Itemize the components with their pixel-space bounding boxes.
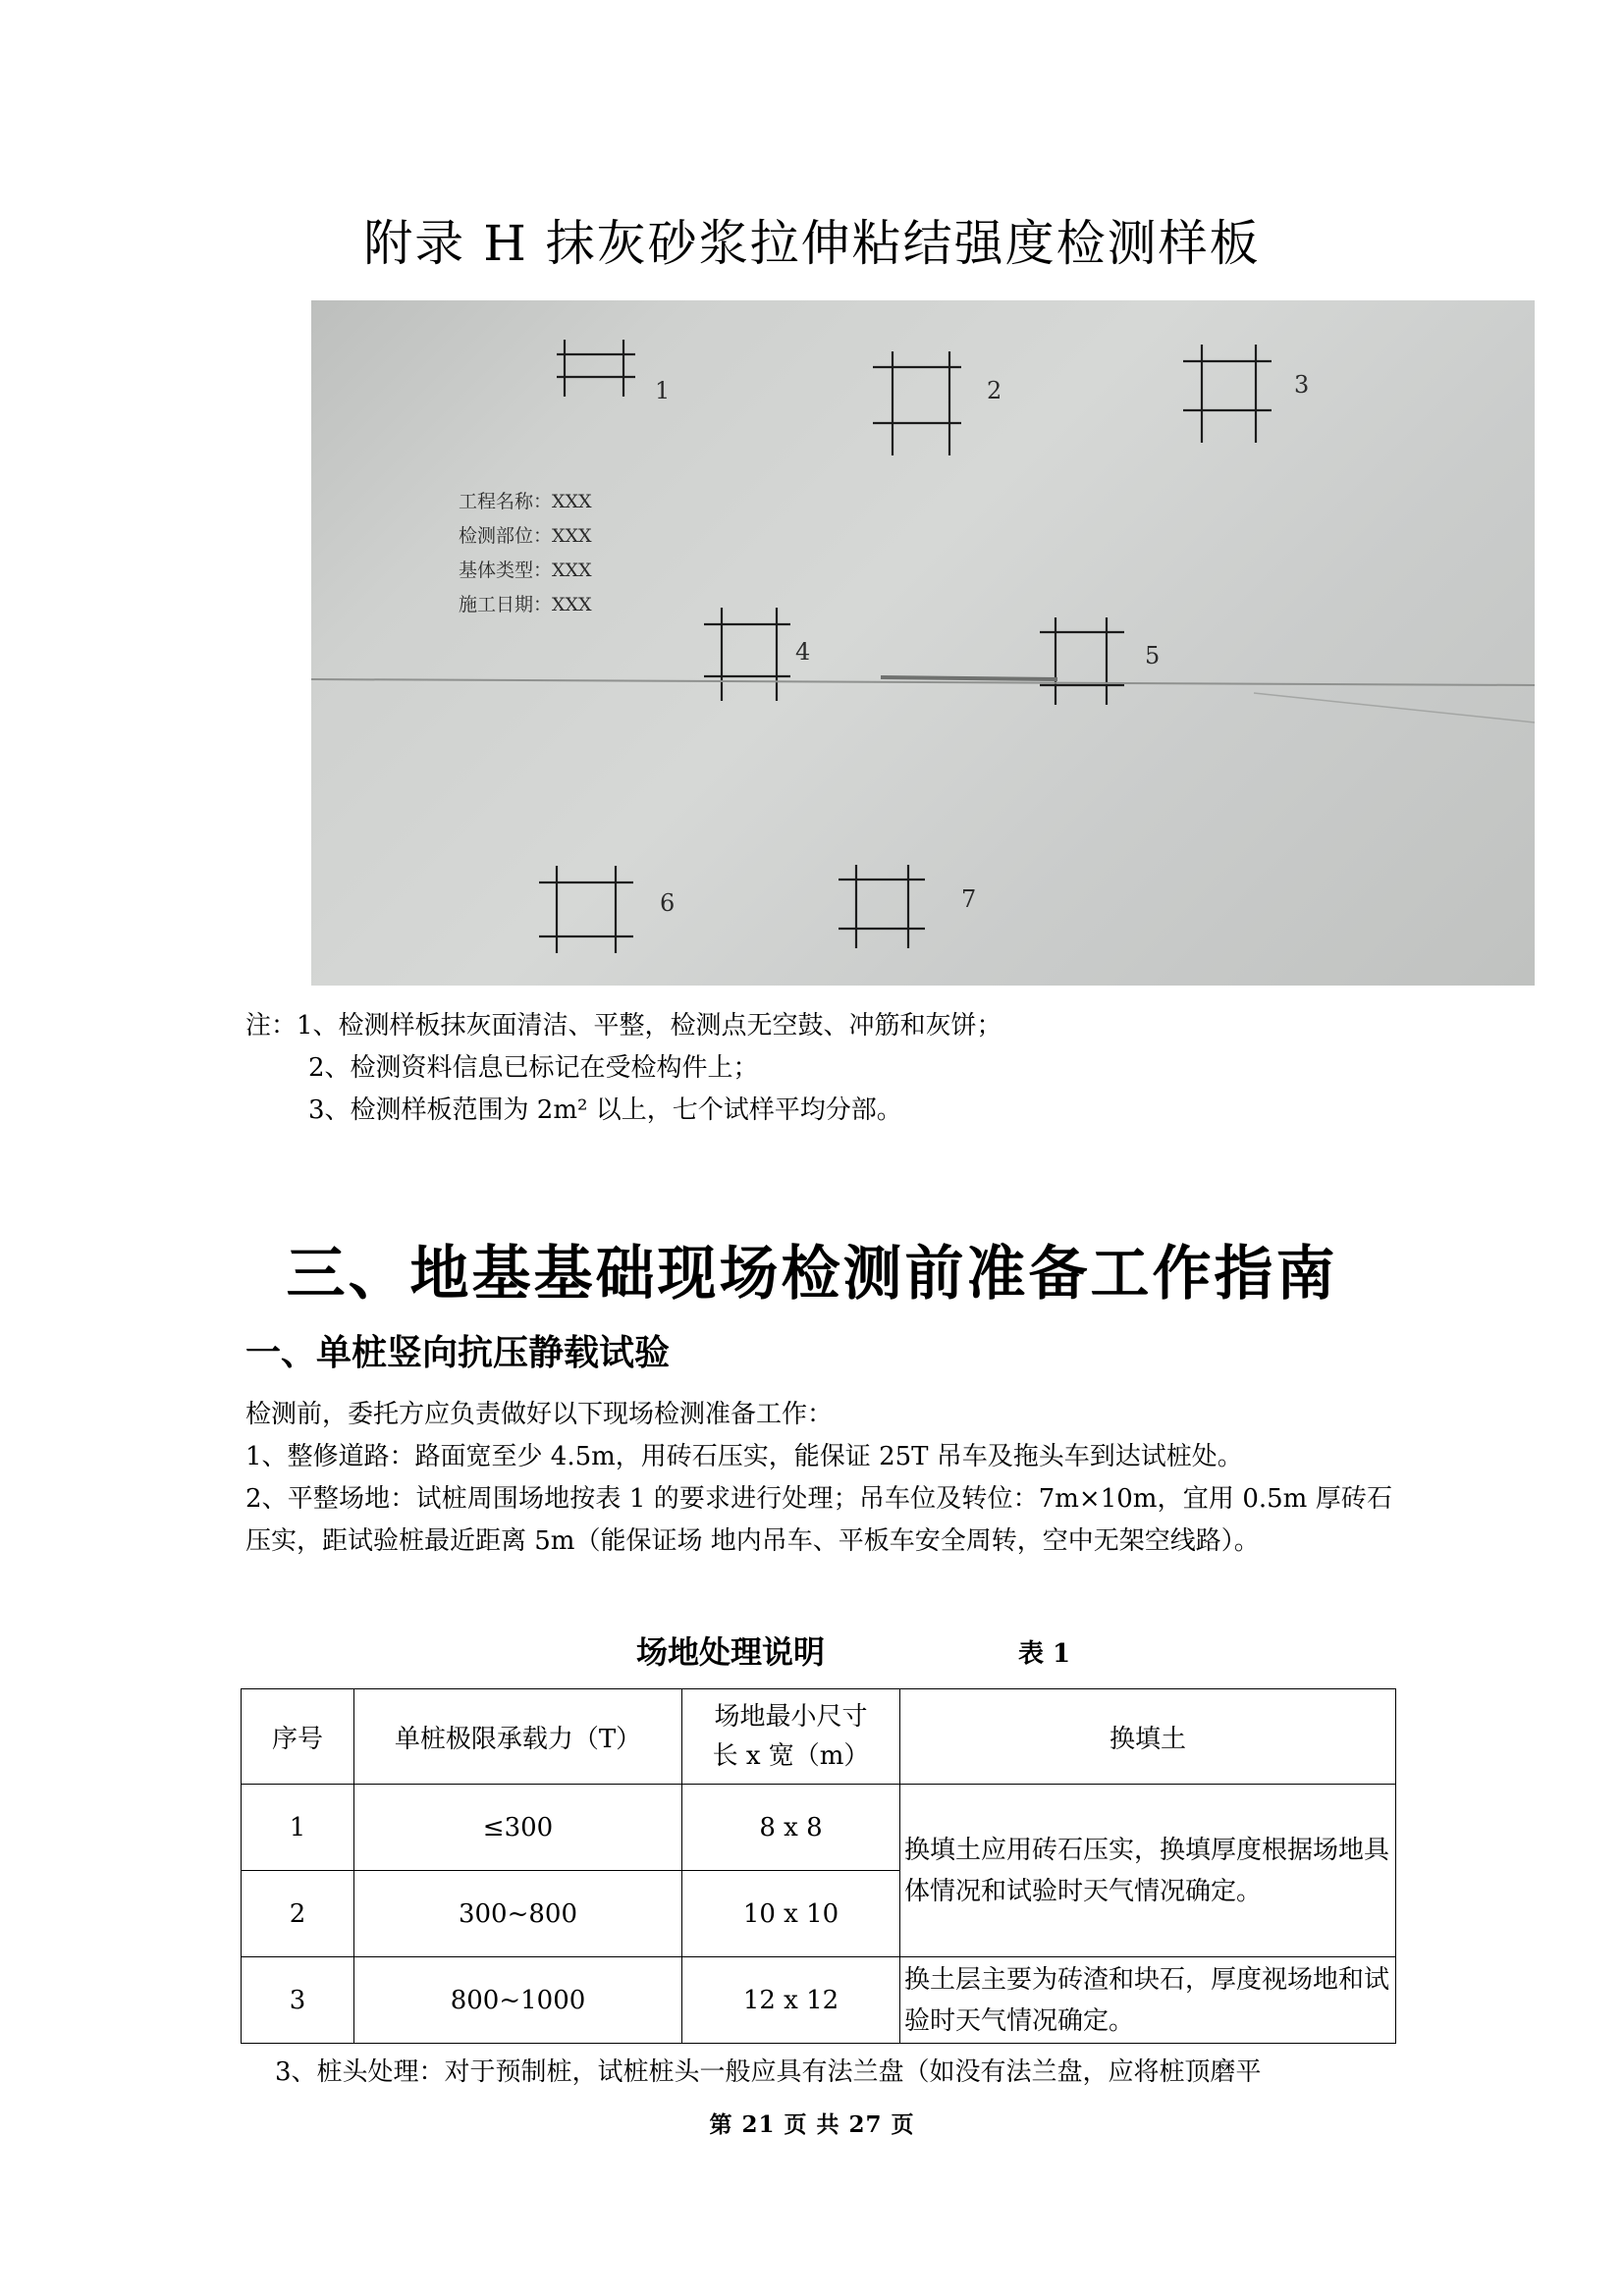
info-project-name: 工程名称：XXX bbox=[459, 491, 592, 512]
test-point-markings bbox=[311, 300, 1535, 986]
header-site-size: 场地最小尺寸 长 x 宽（m） bbox=[682, 1689, 900, 1785]
note-line-1: 注：1、检测样板抹灰面清洁、平整，检测点无空鼓、冲筋和灰饼； bbox=[245, 1011, 1002, 1041]
sample-info-label bbox=[459, 485, 592, 622]
intro-paragraph: 检测前，委托方应负责做好以下现场检测准备工作： bbox=[245, 1400, 834, 1429]
row-serial: 1 bbox=[242, 1785, 354, 1871]
table-number: 表 1 bbox=[1018, 1639, 1071, 1669]
page-footer: 第 21 页 共 27 页 bbox=[709, 2111, 915, 2138]
note-line-3: 3、检测样板范围为 2m² 以上，七个试样平均分部。 bbox=[308, 1095, 902, 1125]
note-line-2: 2、检测资料信息已标记在受检构件上； bbox=[308, 1053, 759, 1083]
info-construction-date: 施工日期：XXX bbox=[459, 594, 592, 615]
sample-board-photo bbox=[311, 300, 1535, 986]
table-row bbox=[242, 1957, 1396, 2044]
item-3-paragraph: 3、桩头处理：对于预制桩，试桩桩头一般应具有法兰盘（如没有法兰盘，应将桩顶磨平 bbox=[275, 2057, 1262, 2087]
mark-number-5: 5 bbox=[1145, 642, 1161, 669]
item-2-paragraph: 2、平整场地：试桩周围场地按表 1 的要求进行处理；吊车位及转位：7m×10m，宜用 0.5m 厚砖石压实，距试验桩最近距离 5m（能保证场 地内吊车、平板车安全周转，空中无架空线路）。 bbox=[245, 1484, 1392, 1556]
header-fill-soil: 换填土 bbox=[900, 1689, 1396, 1785]
fill-soil-note-1: 换填土应用砖石压实，换填厚度根据场地具体情况和试验时天气情况确定。 bbox=[900, 1785, 1396, 1957]
table-row bbox=[242, 1785, 1396, 1871]
notes-block bbox=[245, 1005, 1375, 1132]
row-serial: 2 bbox=[242, 1871, 354, 1957]
info-substrate-type: 基体类型：XXX bbox=[459, 560, 592, 581]
header-serial: 序号 bbox=[242, 1689, 354, 1785]
row-capacity: 800~1000 bbox=[354, 1957, 682, 2044]
mark-number-6: 6 bbox=[660, 889, 676, 917]
info-test-location: 检测部位：XXX bbox=[459, 525, 592, 547]
subsection-title: 一、单桩竖向抗压静载试验 bbox=[245, 1332, 671, 1373]
row-serial: 3 bbox=[242, 1957, 354, 2044]
fill-soil-note-2: 换土层主要为砖渣和块石，厚度视场地和试验时天气情况确定。 bbox=[900, 1957, 1396, 2044]
section-title: 三、地基基础现场检测前准备工作指南 bbox=[286, 1240, 1338, 1308]
item-1-paragraph: 1、整修道路：路面宽至少 4.5m，用砖石压实，能保证 25T 吊车及拖头车到达试桩处。 bbox=[245, 1442, 1243, 1471]
table-header-row bbox=[242, 1689, 1396, 1785]
mark-number-2: 2 bbox=[987, 377, 1002, 404]
appendix-title: 附录 H 抹灰砂浆拉伸粘结强度检测样板 bbox=[363, 215, 1261, 272]
row-site-size: 8 x 8 bbox=[682, 1785, 900, 1871]
site-treatment-table bbox=[241, 1688, 1396, 2044]
row-capacity: 300~800 bbox=[354, 1871, 682, 1957]
mark-number-7: 7 bbox=[961, 885, 977, 913]
table-caption: 场地处理说明 bbox=[636, 1633, 826, 1671]
row-capacity: ≤300 bbox=[354, 1785, 682, 1871]
mark-number-4: 4 bbox=[795, 638, 811, 666]
mark-number-3: 3 bbox=[1294, 371, 1310, 399]
row-site-size: 12 x 12 bbox=[682, 1957, 900, 2044]
mark-number-1: 1 bbox=[655, 377, 671, 404]
row-site-size: 10 x 10 bbox=[682, 1871, 900, 1957]
header-capacity: 单桩极限承载力（T） bbox=[354, 1689, 682, 1785]
